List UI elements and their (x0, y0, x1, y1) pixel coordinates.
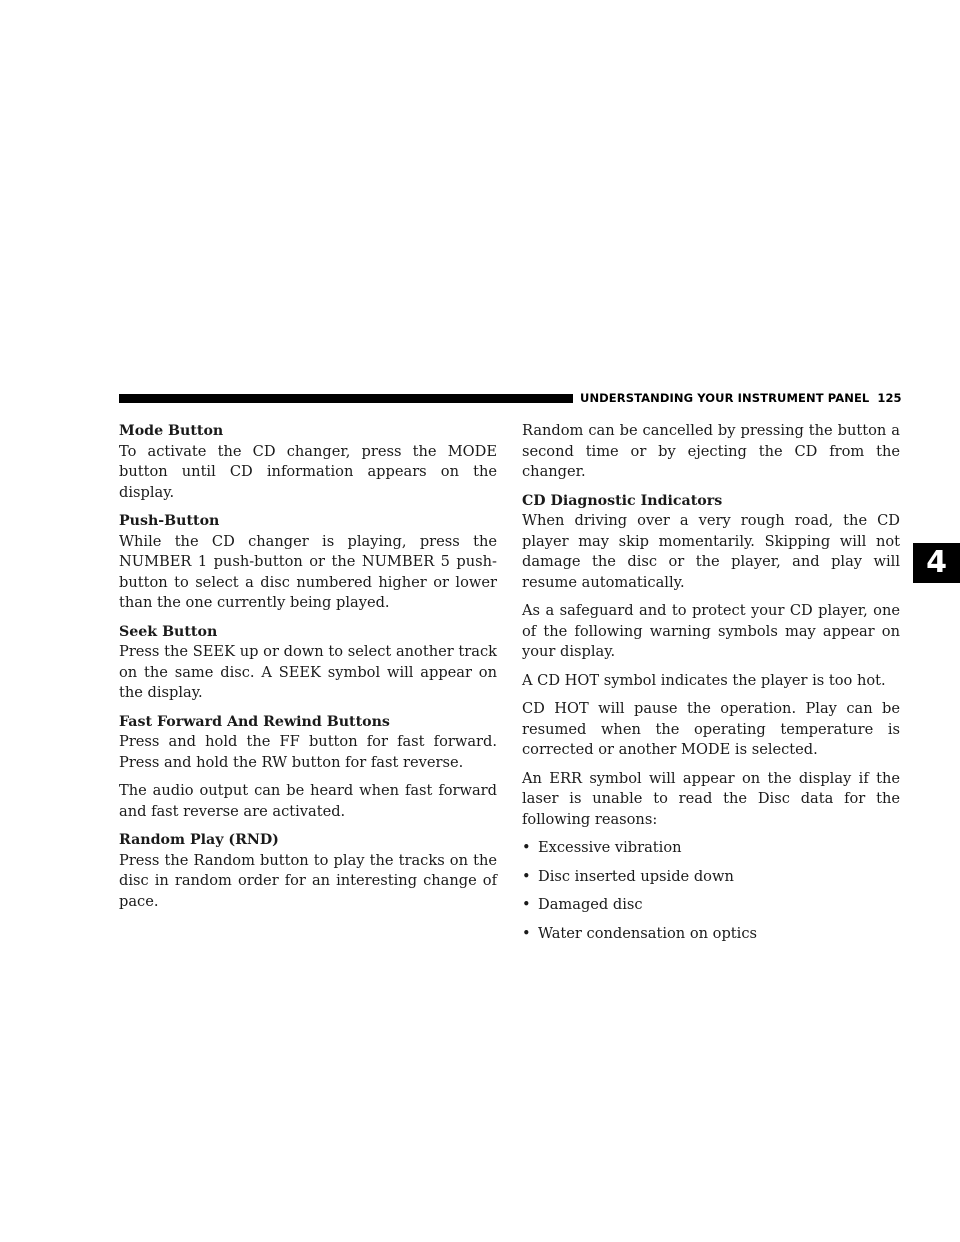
random-cancel-text: Random can be cancelled by pressing the button a second time or by ejecting the CD from the changer. (522, 422, 900, 480)
list-item (522, 867, 900, 888)
bullet-icon: • (522, 867, 531, 885)
safeguard-text: As a safeguard and to protect your CD player, one of the following warning symbols may appear on your display. (522, 602, 900, 660)
ff-rw-audio-text: The audio output can be heard when fast forward and fast reverse are activated. (119, 782, 497, 820)
list-item-text: Water condensation on optics (538, 924, 757, 942)
chapter-tab: 4 (913, 543, 960, 583)
mode-button-heading: Mode Button (119, 423, 224, 439)
list-item (522, 895, 900, 916)
err-reasons-list (522, 838, 900, 944)
list-item-text: Excessive vibration (538, 839, 682, 856)
page-number: 125 (877, 391, 902, 405)
list-item (522, 838, 900, 859)
mode-button-text: To activate the CD changer, press the MODE button until CD information appears on the display. (119, 442, 497, 501)
cd-hot-pause-text: CD HOT will pause the operation. Play can be resumed when the operating temperature is corrected or another MODE is selected. (522, 700, 900, 758)
push-button-heading: Push-Button (119, 513, 220, 529)
bullet-icon: • (522, 839, 531, 856)
bullet-icon: • (522, 896, 531, 913)
running-header (580, 391, 902, 405)
list-item (522, 924, 900, 945)
list-item-text: Disc inserted upside down (538, 867, 734, 885)
ff-rw-text: Press and hold the FF button for fast forward. Press and hold the RW button for fast reverse. (119, 733, 497, 771)
random-play-heading: Random Play (RND) (119, 832, 279, 848)
err-text: An ERR symbol will appear on the display if the laser is unable to read the Disc data for the following reasons: (522, 769, 900, 828)
seek-button-text: Press the SEEK up or down to select another track on the same disc. A SEEK symbol will appear on the display. (119, 643, 497, 701)
cd-diagnostic-heading: CD Diagnostic Indicators (522, 492, 723, 509)
left-column (119, 421, 497, 912)
ff-rw-heading: Fast Forward And Rewind Buttons (119, 713, 390, 730)
list-item-text: Damaged disc (538, 896, 643, 913)
bullet-icon: • (522, 924, 531, 942)
header-rule (119, 394, 573, 403)
header-title: UNDERSTANDING YOUR INSTRUMENT PANEL (580, 391, 870, 405)
push-button-text: While the CD changer is playing, press the NUMBER 1 push-button or the NUMBER 5 push-button to select a disc numbered higher or lower than the one currently being played. (119, 532, 497, 611)
right-column (522, 421, 900, 952)
cd-hot-text: A CD HOT symbol indicates the player is too hot. (522, 671, 886, 689)
random-play-text: Press the Random button to play the tracks on the disc in random order for an interesting change of pace. (119, 851, 497, 910)
cd-diagnostic-text: When driving over a very rough road, the CD player may skip momentarily. Skipping will not damage the disc or the player, and play will resume automatically. (522, 512, 900, 591)
seek-button-heading: Seek Button (119, 623, 218, 640)
